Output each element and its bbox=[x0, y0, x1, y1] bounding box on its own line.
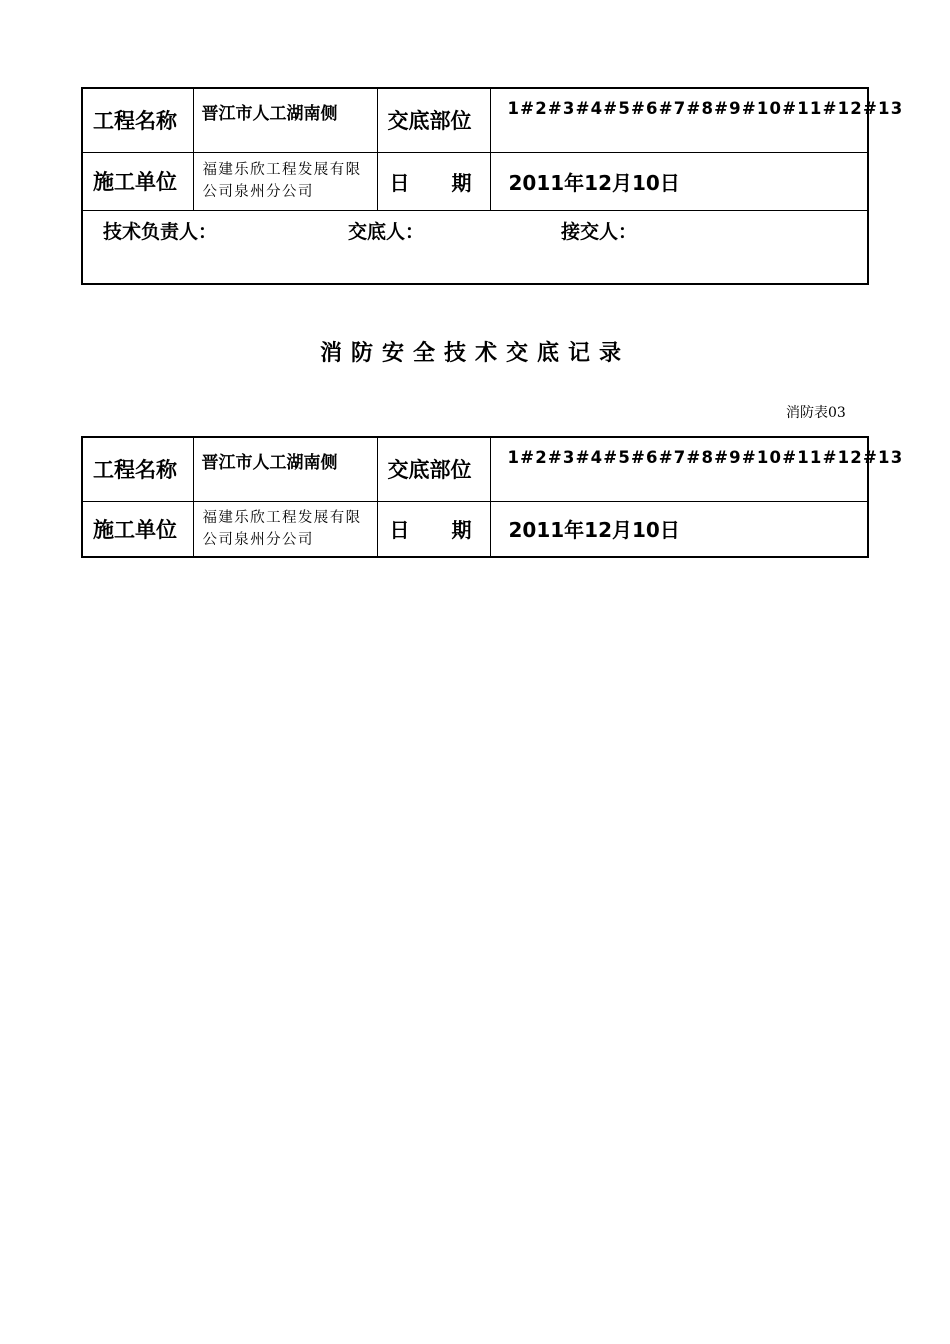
date-label: 日 期 bbox=[377, 501, 490, 557]
unit-value: 福建乐欣工程发展有限公司泉州分公司 bbox=[193, 501, 377, 557]
document-title: 消防安全技术交底记录 bbox=[319, 341, 630, 366]
second-info-table bbox=[81, 436, 904, 558]
project-name-value: 晋江市人工湖南侧 bbox=[201, 453, 338, 473]
project-name-cell bbox=[193, 88, 377, 152]
unit-label: 施工单位 bbox=[82, 152, 193, 210]
form-number: 消防表03 bbox=[786, 405, 846, 421]
part-label: 交底部位 bbox=[377, 437, 490, 501]
date-value: 2011年12月10日 bbox=[490, 501, 868, 557]
date-label: 日 期 bbox=[377, 152, 490, 210]
project-name-value: 晋江市人工湖南侧 bbox=[201, 104, 338, 124]
part-cell bbox=[490, 88, 904, 152]
part-value: 1#2#3#4#5#6#7#8#9#10#11#12#13 bbox=[507, 99, 904, 118]
signature-row bbox=[82, 210, 868, 284]
part-label: 交底部位 bbox=[377, 88, 490, 152]
project-name-label: 工程名称 bbox=[82, 88, 193, 152]
first-info-table bbox=[81, 87, 904, 285]
date-value: 2011年12月10日 bbox=[490, 152, 868, 210]
part-value: 1#2#3#4#5#6#7#8#9#10#11#12#13 bbox=[507, 448, 904, 467]
project-name-cell bbox=[193, 437, 377, 501]
tech-lead-label: 技术负责人： bbox=[103, 220, 218, 243]
receiver-label: 接交人： bbox=[561, 220, 638, 243]
unit-value: 福建乐欣工程发展有限公司泉州分公司 bbox=[193, 152, 377, 210]
unit-label: 施工单位 bbox=[82, 501, 193, 557]
discloser-label: 交底人： bbox=[348, 220, 425, 243]
project-name-label: 工程名称 bbox=[82, 437, 193, 501]
part-cell bbox=[490, 437, 904, 501]
